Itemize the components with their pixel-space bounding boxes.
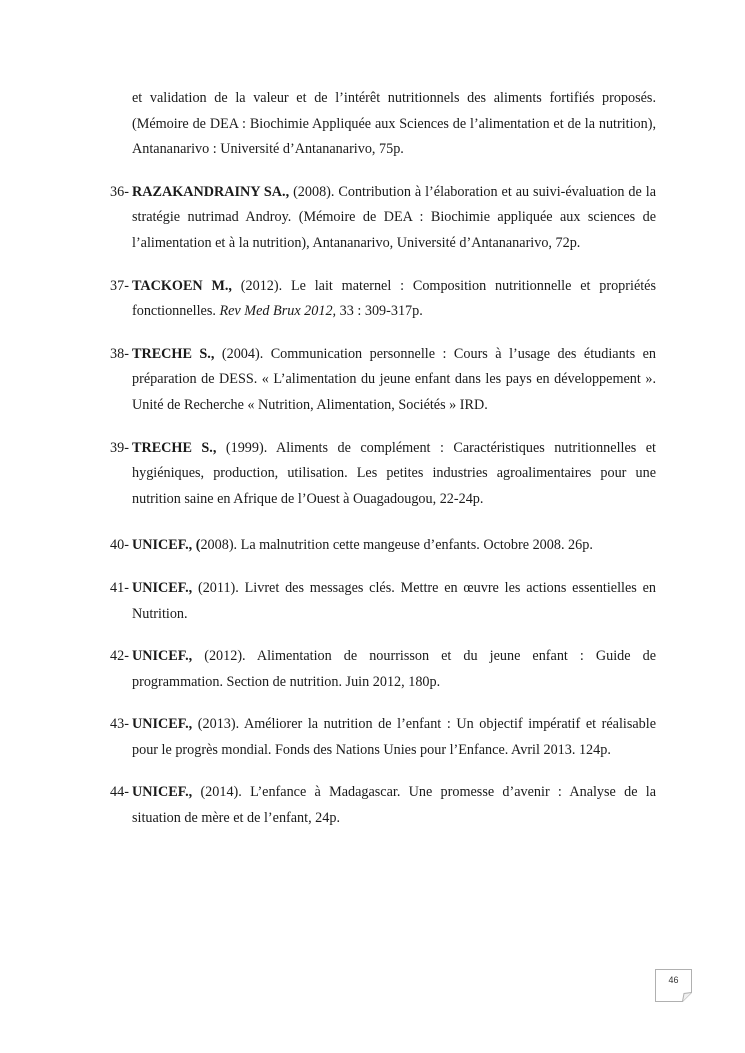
reference-author: UNICEF., bbox=[132, 579, 193, 596]
reference-item-36 bbox=[110, 180, 656, 257]
reference-body bbox=[132, 533, 656, 559]
reference-text: (2014). L’enfance à Madagascar. Une promesse d’avenir : Analyse de la situation de mère et de l’enfant, 24p. bbox=[132, 784, 656, 827]
reference-author: TRECHE S., bbox=[132, 345, 215, 362]
reference-body bbox=[132, 644, 656, 695]
reference-number: 44- bbox=[110, 784, 129, 801]
reference-text: (2012). Le lait maternel : Composition nutritionnelle et propriétés fonctionnelles. bbox=[132, 277, 657, 320]
reference-item-43 bbox=[110, 712, 656, 763]
reference-body bbox=[132, 436, 656, 513]
reference-text: (2013). Améliorer la nutrition de l’enfant : Un objectif impératif et réalisable pour le progrès mondial. Fonds des Nations Unies pour l’Enfance. Avril 2013. 124p. bbox=[132, 716, 656, 758]
reference-text: (1999). Aliments de complément : Caractéristiques nutritionnelles et hygiéniques, production, utilisation. Les petites industries agroalimentaires pour une nutrition saine en Afrique de l’Ouest à Ouagadougou, 22-24p. bbox=[132, 439, 656, 507]
reference-number: 40- bbox=[110, 537, 129, 554]
reference-body bbox=[132, 780, 656, 831]
reference-author: UNICEF., ( bbox=[132, 537, 201, 554]
page-number: 46 bbox=[668, 975, 679, 985]
reference-author: UNICEF., bbox=[132, 784, 193, 801]
reference-body bbox=[132, 180, 656, 257]
reference-item-41 bbox=[110, 576, 656, 627]
reference-author: TACKOEN M., bbox=[132, 277, 232, 294]
reference-body bbox=[132, 712, 656, 763]
reference-item-37 bbox=[110, 274, 656, 325]
folded-corner-frame-icon bbox=[655, 969, 692, 1002]
reference-body bbox=[132, 342, 656, 419]
reference-number: 41- bbox=[110, 579, 129, 596]
reference-item-39 bbox=[110, 436, 656, 513]
reference-body bbox=[132, 576, 656, 627]
reference-text: (2011). Livret des messages clés. Mettre en œuvre les actions essentielles en Nutrition. bbox=[132, 579, 656, 622]
reference-author: UNICEF., bbox=[132, 716, 193, 733]
reference-text: (2004). Communication personnelle : Cours à l’usage des étudiants en préparation de DESS. « L’alimentation du jeune enfant dans les pays en développement ». Unité de Recherche « Nutrition, Alimentation, Sociétés » IRD. bbox=[132, 345, 656, 413]
reference-list bbox=[110, 86, 656, 832]
reference-number: 42- bbox=[110, 648, 129, 665]
reference-item-38 bbox=[110, 342, 656, 419]
reference-author: RAZAKANDRAINY SA., bbox=[132, 183, 294, 200]
reference-number: 36- bbox=[110, 183, 129, 200]
reference-text: (2012). Alimentation de nourrisson et du jeune enfant : Guide de programmation. Section de nutrition. Juin 2012, 180p. bbox=[132, 648, 656, 690]
reference-number: 38- bbox=[110, 345, 129, 362]
reference-item-44 bbox=[110, 780, 656, 831]
reference-number: 43- bbox=[110, 716, 129, 733]
reference-text: 2008). La malnutrition cette mangeuse d’enfants. Octobre 2008. 26p. bbox=[200, 537, 593, 554]
page-number-box bbox=[655, 969, 692, 1002]
reference-tail: 33 : 309-317p. bbox=[336, 303, 423, 320]
reference-number: 39- bbox=[110, 439, 129, 456]
reference-continuation: et validation de la valeur et de l’intérêt nutritionnels des aliments fortifiés proposés. (Mémoire de DEA : Biochimie Appliquée aux Sciences de l’alimentation et de la nutrition), Antananarivo : Université d’Antananarivo, 75p. bbox=[132, 90, 656, 158]
reference-number: 37- bbox=[110, 277, 129, 294]
reference-journal: Rev Med Brux 2012, bbox=[219, 303, 337, 320]
reference-body bbox=[132, 274, 656, 325]
reference-author: TRECHE S., bbox=[132, 439, 217, 456]
reference-item-40 bbox=[110, 533, 656, 559]
reference-item-42 bbox=[110, 644, 656, 695]
reference-author: UNICEF., bbox=[132, 648, 193, 665]
reference-text: (2008). Contribution à l’élaboration et au suivi-évaluation de la stratégie nutrimad Androy. (Mémoire de DEA : Biochimie appliquée aux sciences de l’alimentation et à la nutrition), Antananarivo, Université d’Antananarivo, 72p. bbox=[132, 183, 656, 251]
